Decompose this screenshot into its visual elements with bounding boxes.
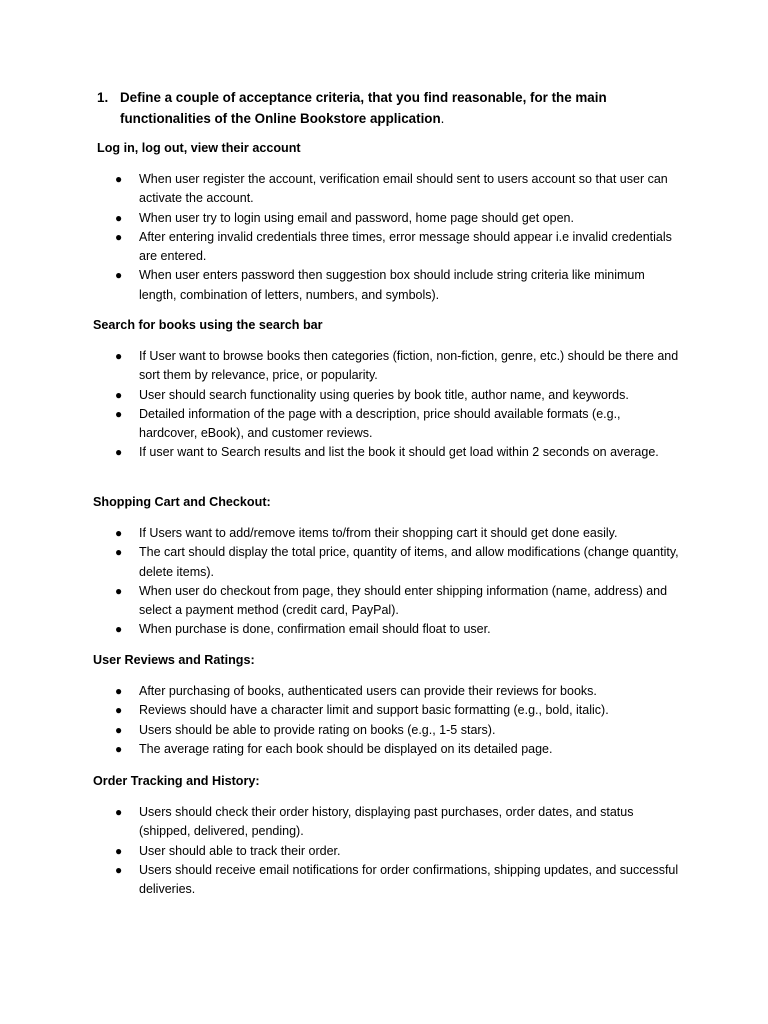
criteria-list (93, 347, 693, 463)
question-period: . (440, 111, 445, 126)
list-item-text: If User want to browse books then categories (fiction, non-fiction, genre, etc.) should be there and sort them by relevance, price, or popularity. (139, 349, 679, 383)
list-item (93, 347, 679, 386)
bullet-icon: ● (115, 843, 123, 858)
bullet-icon: ● (115, 583, 123, 598)
section-reviews (93, 651, 693, 759)
list-item (93, 228, 679, 267)
list-item (93, 524, 679, 543)
list-item (93, 443, 679, 462)
bullet-icon: ● (115, 862, 123, 877)
list-item-text: After purchasing of books, authenticated users can provide their reviews for books. (139, 684, 597, 698)
section-login (97, 139, 697, 305)
section-title: User Reviews and Ratings: (93, 653, 255, 667)
list-item-text: The cart should display the total price, quantity of items, and allow modifications (change quantity, delete items). (139, 545, 679, 579)
section-orders (93, 772, 693, 899)
bullet-icon: ● (115, 622, 123, 637)
list-item (93, 701, 679, 720)
criteria-list (97, 170, 697, 305)
section-title: Shopping Cart and Checkout: (93, 495, 271, 509)
list-item (93, 721, 679, 740)
list-item-text: When purchase is done, confirmation email should float to user. (139, 622, 491, 637)
list-item (93, 682, 679, 701)
section-title: Log in, log out, view their account (97, 141, 301, 155)
question-text: Define a couple of acceptance criteria, that you find reasonable, for the main functionalities of the Online Bookstore application (120, 90, 607, 126)
criteria-list (93, 803, 693, 899)
list-item (93, 803, 679, 842)
list-item-text: The average rating for each book should be displayed on its detailed page. (139, 741, 553, 756)
bullet-icon: ● (115, 229, 123, 244)
list-item-text: Detailed information of the page with a description, price should available formats (e.g., hardcover, eBook), and customer reviews. (139, 406, 621, 441)
bullet-icon: ● (115, 545, 123, 560)
section-title: Order Tracking and History: (93, 774, 260, 788)
list-item-text: User should able to track their order. (139, 843, 341, 858)
list-item (93, 620, 679, 639)
list-item-text: When user register the account, verification email should sent to users account so that user can activate the account. (139, 172, 668, 206)
bullet-icon: ● (115, 210, 123, 225)
list-item-text: User should search functionality using queries by book title, author name, and keywords. (139, 387, 629, 402)
list-item-text: When user enters password then suggestion box should include string criteria like minimum length, combination of letters, numbers, and symbols). (139, 268, 645, 302)
list-item (93, 740, 679, 759)
bullet-icon: ● (115, 703, 123, 718)
list-item (93, 386, 679, 405)
bullet-icon: ● (115, 445, 123, 460)
list-item-text: Users should check their order history, displaying past purchases, order dates, and status (shipped, delivered, pending). (139, 805, 634, 839)
list-item-text: When user do checkout from page, they should enter shipping information (name, address) and select a payment method (credit card, PayPal). (139, 583, 668, 618)
list-item-text: After entering invalid credentials three times, error message should appear i.e invalid credentials are entered. (139, 229, 672, 264)
list-item-text: If Users want to add/remove items to/from their shopping cart it should get done easily. (139, 526, 618, 540)
list-item (93, 842, 679, 861)
list-item (93, 543, 679, 582)
bullet-icon: ● (115, 172, 123, 186)
list-item-text: When user try to login using email and password, home page should get open. (139, 210, 574, 225)
bullet-icon: ● (115, 349, 123, 363)
list-item-text: Users should receive email notifications for order confirmations, shipping updates, and successful deliveries. (139, 862, 679, 897)
section-cart (93, 493, 693, 640)
question-text-wrapper (120, 87, 697, 129)
bullet-icon: ● (115, 722, 123, 737)
bullet-icon: ● (115, 526, 123, 540)
section-title: Search for books using the search bar (93, 318, 323, 332)
criteria-list (93, 682, 693, 759)
question-heading (97, 87, 697, 129)
list-item-text: Users should be able to provide rating on books (e.g., 1-5 stars). (139, 722, 496, 737)
list-item (93, 861, 679, 900)
list-item-text: Reviews should have a character limit and support basic formatting (e.g., bold, italic). (139, 703, 609, 718)
section-search (93, 316, 693, 463)
question-number: 1. (97, 90, 109, 105)
list-item (93, 266, 679, 305)
list-item (93, 582, 679, 621)
bullet-icon: ● (115, 387, 123, 402)
bullet-icon: ● (115, 684, 123, 698)
bullet-icon: ● (115, 406, 123, 421)
bullet-icon: ● (115, 805, 123, 819)
bullet-icon: ● (115, 268, 123, 283)
list-item-text: If user want to Search results and list the book it should get load within 2 seconds on average. (139, 445, 659, 460)
list-item (93, 170, 679, 209)
list-item (93, 405, 679, 444)
list-item (93, 209, 679, 228)
criteria-list (93, 524, 693, 640)
bullet-icon: ● (115, 741, 123, 756)
